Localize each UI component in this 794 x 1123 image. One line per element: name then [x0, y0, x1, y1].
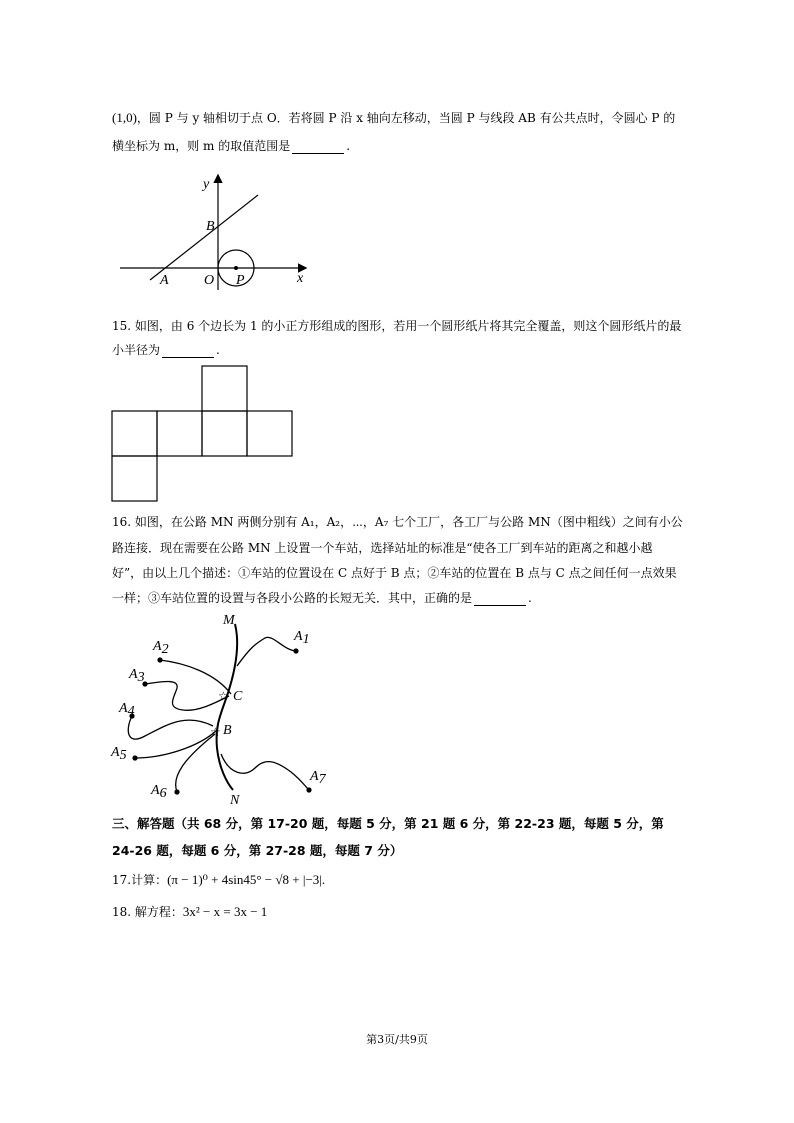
q16-text-4: 一样；③车站位置的设置与各段小公路的长短无关．其中，正确的是	[112, 591, 473, 605]
q14-text-2: 横坐标为 m，则 m 的取值范围是	[112, 139, 291, 153]
q15-line-1	[112, 318, 681, 334]
road-a4	[128, 716, 213, 739]
q16-figure	[105, 608, 345, 808]
q14-point: (1,0)	[112, 110, 137, 125]
star-b-icon: ☆	[210, 725, 221, 739]
q17-label: 17.计算：	[112, 873, 168, 887]
q16-text-3: 好”，由以上几个描述：①车站的位置设在 C 点好于 B 点；②车站的位置在 B 点与 C 点之间任何一点效果	[112, 566, 677, 580]
label-n: N	[230, 793, 240, 808]
label-b16: B	[223, 723, 232, 738]
q15-figure	[110, 364, 300, 504]
road-a1	[237, 637, 296, 666]
q18	[112, 904, 267, 920]
q14-text-1: ，圆 P 与 y 轴相切于点 O．若将圆 P 沿 x 轴向左移动，当圆 P 与线段 AB 有公共点时，令圆心 P 的	[136, 111, 676, 125]
q15-text-2: 小半径为	[112, 343, 161, 357]
label-a3: A3	[129, 667, 145, 685]
label-a7: A7	[310, 769, 326, 787]
road-a7	[221, 754, 309, 790]
label-x: x	[297, 271, 304, 286]
label-b: B	[206, 219, 215, 234]
factory-a6	[174, 789, 179, 794]
q16-text-1: 16. 如图，在公路 MN 两侧分别有 A₁，A₂，⋯，A₇ 七个工厂，各工厂与公路 MN（图中粗线）之间有小公	[112, 515, 683, 529]
label-a: A	[160, 273, 169, 288]
q15-end: .	[216, 343, 220, 357]
q16-end: .	[528, 591, 532, 605]
section-3-header-line-1	[112, 816, 664, 832]
q14-line-1	[112, 110, 675, 126]
factory-a7	[306, 787, 311, 792]
factory-a1	[293, 648, 298, 653]
q16-line-3	[112, 565, 677, 581]
star-c-icon: ☆	[218, 689, 229, 703]
segment-ab	[150, 195, 258, 280]
label-a1: A1	[294, 629, 310, 647]
q18-label: 18. 解方程：	[112, 905, 183, 919]
q16-text-2: 路连接．现在需要在公路 MN 上设置一个车站，选择站址的标准是“使各工厂到车站的距离之和越小越	[112, 541, 653, 555]
label-a6: A6	[151, 783, 167, 801]
q15-answer-blank[interactable]	[162, 345, 214, 358]
q15-text-1: 15. 如图，由 6 个边长为 1 的小正方形组成的图形，若用一个圆形纸片将其完全覆盖，则这个圆形纸片的最	[112, 319, 682, 333]
q14-answer-blank[interactable]	[292, 141, 344, 154]
label-p: P	[236, 273, 245, 288]
label-a5: A5	[111, 745, 127, 763]
q16-answer-blank[interactable]	[474, 593, 526, 606]
square-row-3	[202, 411, 247, 456]
square-bottom	[112, 456, 157, 501]
factory-a2	[157, 657, 162, 662]
q14-end: .	[346, 139, 351, 153]
center-p	[234, 266, 238, 270]
factory-a5	[132, 755, 137, 760]
section-3-header-line-2	[112, 843, 402, 859]
q14-figure	[110, 168, 320, 293]
q14-line-2	[112, 138, 350, 154]
q17-expression: (π − 1)⁰ + 4sin45° − √8 + |−3|.	[167, 872, 326, 887]
square-row-1	[112, 411, 157, 456]
square-top	[202, 366, 247, 411]
q16-line-4	[112, 590, 532, 606]
q16-line-2	[112, 540, 653, 556]
q15-line-2	[112, 342, 220, 358]
label-c: C	[233, 689, 243, 704]
q18-expression: 3x² − x = 3x − 1	[182, 904, 268, 919]
section-3-text-2: 24-26 题，每题 6 分，第 27-28 题，每题 7 分）	[112, 843, 403, 858]
road-a6	[176, 734, 215, 792]
square-row-2	[157, 411, 202, 456]
page-footer: 第3页/共9页	[366, 1033, 428, 1046]
label-y: y	[203, 177, 210, 192]
label-a2: A2	[153, 639, 169, 657]
label-a4: A4	[119, 701, 135, 719]
q17	[112, 872, 325, 888]
label-o: O	[204, 273, 215, 288]
section-3-text-1: 三、解答题（共 68 分，第 17-20 题，每题 5 分，第 21 题 6 分，第 22-23 题，每题 5 分，第	[112, 816, 664, 831]
q16-line-1	[112, 514, 683, 530]
label-m: M	[223, 613, 235, 628]
road-a3	[145, 682, 229, 711]
square-row-4	[247, 411, 292, 456]
